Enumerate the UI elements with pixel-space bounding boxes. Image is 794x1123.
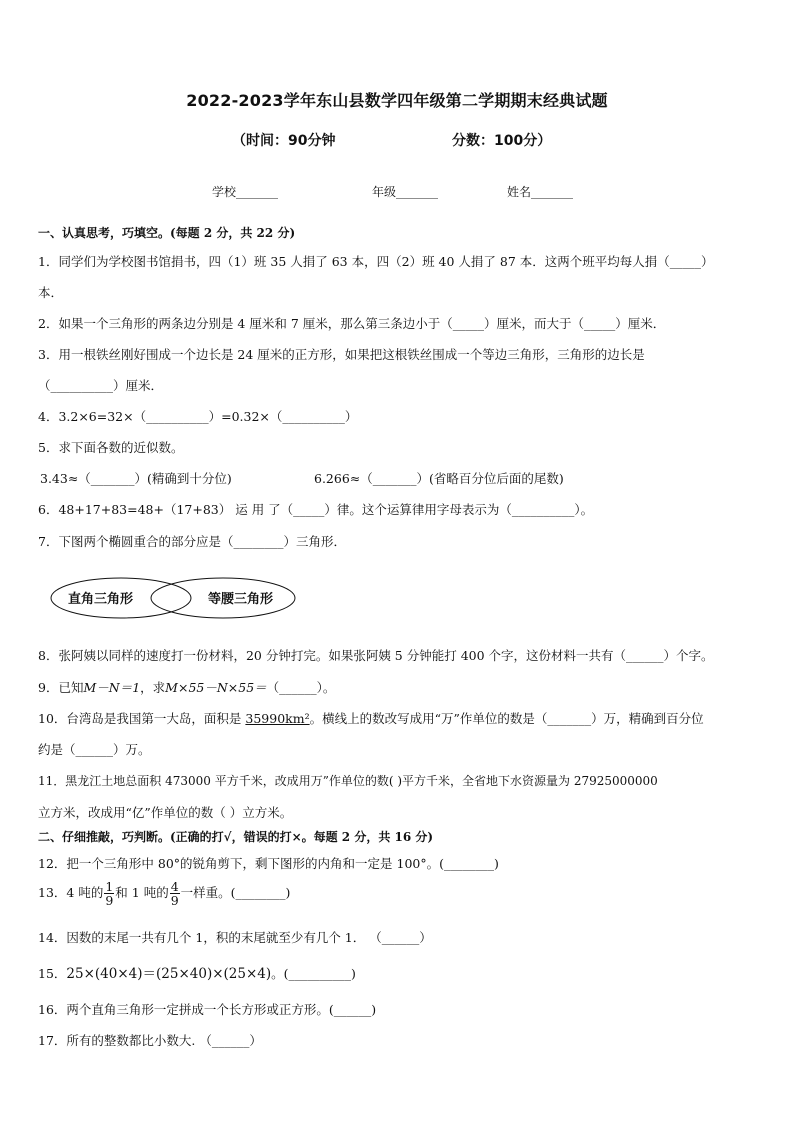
question-9-suffix: （______）。 [266, 680, 336, 695]
ellipse-right-label: 等腰三角形 [208, 592, 274, 607]
school-field: 学校_______ [212, 185, 279, 199]
exam-time: （时间：90分钟 [232, 133, 336, 149]
question-13-suffix: 一样重。(________) [180, 885, 291, 900]
name-field: 姓名_______ [507, 185, 574, 199]
question-3-line-1: 3．用一根铁丝刚好围成一个边长是 24 厘米的正方形，如果把这根铁丝围成一个等边三角形，三角形的边长是 [38, 347, 645, 362]
question-9-mid: ，求 [140, 680, 166, 695]
question-15 [38, 962, 356, 982]
question-9 [38, 678, 335, 696]
question-10-line-1 [38, 709, 704, 727]
fraction-one-ninth [104, 880, 114, 907]
question-13-prefix: 13．4 吨的 [38, 885, 104, 900]
question-14: 14．因数的末尾一共有几个 1，积的末尾就至少有几个 1． （______） [38, 930, 432, 945]
ellipse-left-label: 直角三角形 [68, 592, 134, 607]
exam-score: 分数：100分） [452, 133, 552, 149]
section-2-heading: 二、仔细推敲，巧判断。(正确的打√，错误的打×。每题 2 分，共 16 分) [38, 830, 434, 844]
question-13-mid: 和 1 吨的 [115, 885, 169, 900]
question-2: 2．如果一个三角形的两条边分别是 4 厘米和 7 厘米，那么第三条边小于（_____）厘米，而大于（_____）厘米． [38, 316, 666, 331]
question-10-underlined-number: 35990km² [245, 711, 310, 726]
fraction-2-denominator: 9 [170, 893, 179, 908]
question-8: 8．张阿姨以同样的速度打一份材料，20 分钟打完。如果张阿姨 5 分钟能打 400 个字，这份材料一共有（______）个字。 [38, 648, 714, 663]
venn-ellipses-figure [48, 574, 300, 622]
question-13 [38, 880, 290, 907]
question-10-prefix: 10．台湾岛是我国第一大岛，面积是 [38, 711, 246, 726]
fraction-four-ninths [170, 880, 180, 907]
question-10-suffix: 。横线上的数改写成用“万”作单位的数是（_______）万，精确到百分位 [309, 711, 704, 726]
question-6: 6．48+17+83=48+（17+83） 运 用 了（_____）律。这个运算律用字母表示为（__________）。 [38, 502, 594, 517]
question-10-line-2: 约是（______）万。 [38, 742, 151, 757]
question-4: 4．3.2×6=32×（__________）=0.32×（__________） [38, 409, 358, 424]
question-1-line-1: 1．同学们为学校图书馆捐书，四（1）班 35 人捐了 63 本，四（2）班 40 人捐了 87 本．这两个班平均每人捐（_____） [38, 254, 714, 269]
question-1-line-2: 本． [38, 285, 64, 300]
fraction-1-denominator: 9 [105, 893, 114, 908]
question-9-prefix: 9．已知 [38, 680, 84, 695]
question-11-line-1: 11．黑龙江土地总面积 473000 平方千米，改成用万”作单位的数( )平方千米，全省地下水资源量为 27925000000 [38, 774, 658, 788]
section-1-heading: 一、认真思考，巧填空。(每题 2 分，共 22 分) [38, 226, 296, 240]
question-15-prefix: 15． [38, 966, 67, 981]
question-15-equation: 25×(40×4)＝(25×40)×(25×4) [66, 966, 272, 982]
question-5: 5．求下面各数的近似数。 [38, 440, 184, 455]
question-15-suffix: 。(__________) [271, 966, 356, 981]
question-11-line-2: 立方米，改成用“亿”作单位的数（ ）立方米。 [38, 805, 293, 820]
question-16: 16．两个直角三角形一定拼成一个长方形或正方形。(______) [38, 1002, 377, 1017]
page-title: 2022-2023学年东山县数学四年级第二学期期末经典试题 [186, 91, 608, 110]
question-9-equation-1: M－N＝1 [83, 680, 141, 695]
question-5-part-b: 6.266≈（_______）(省略百分位后面的尾数) [314, 471, 564, 486]
question-3-line-2: （__________）厘米． [38, 378, 164, 393]
question-7: 7．下图两个椭圆重合的部分应是（________）三角形． [38, 534, 346, 549]
question-9-equation-2: M×55－N×55＝ [165, 680, 267, 695]
question-12: 12．把一个三角形中 80°的锐角剪下，剩下图形的内角和一定是 100°。(________) [38, 856, 499, 871]
question-17: 17．所有的整数都比小数大. （______） [38, 1033, 262, 1048]
fraction-2-numerator: 4 [170, 879, 179, 894]
fraction-1-numerator: 1 [105, 879, 114, 894]
question-5-part-a: 3.43≈（_______）(精确到十分位) [40, 471, 232, 486]
grade-field: 年级_______ [372, 185, 439, 199]
